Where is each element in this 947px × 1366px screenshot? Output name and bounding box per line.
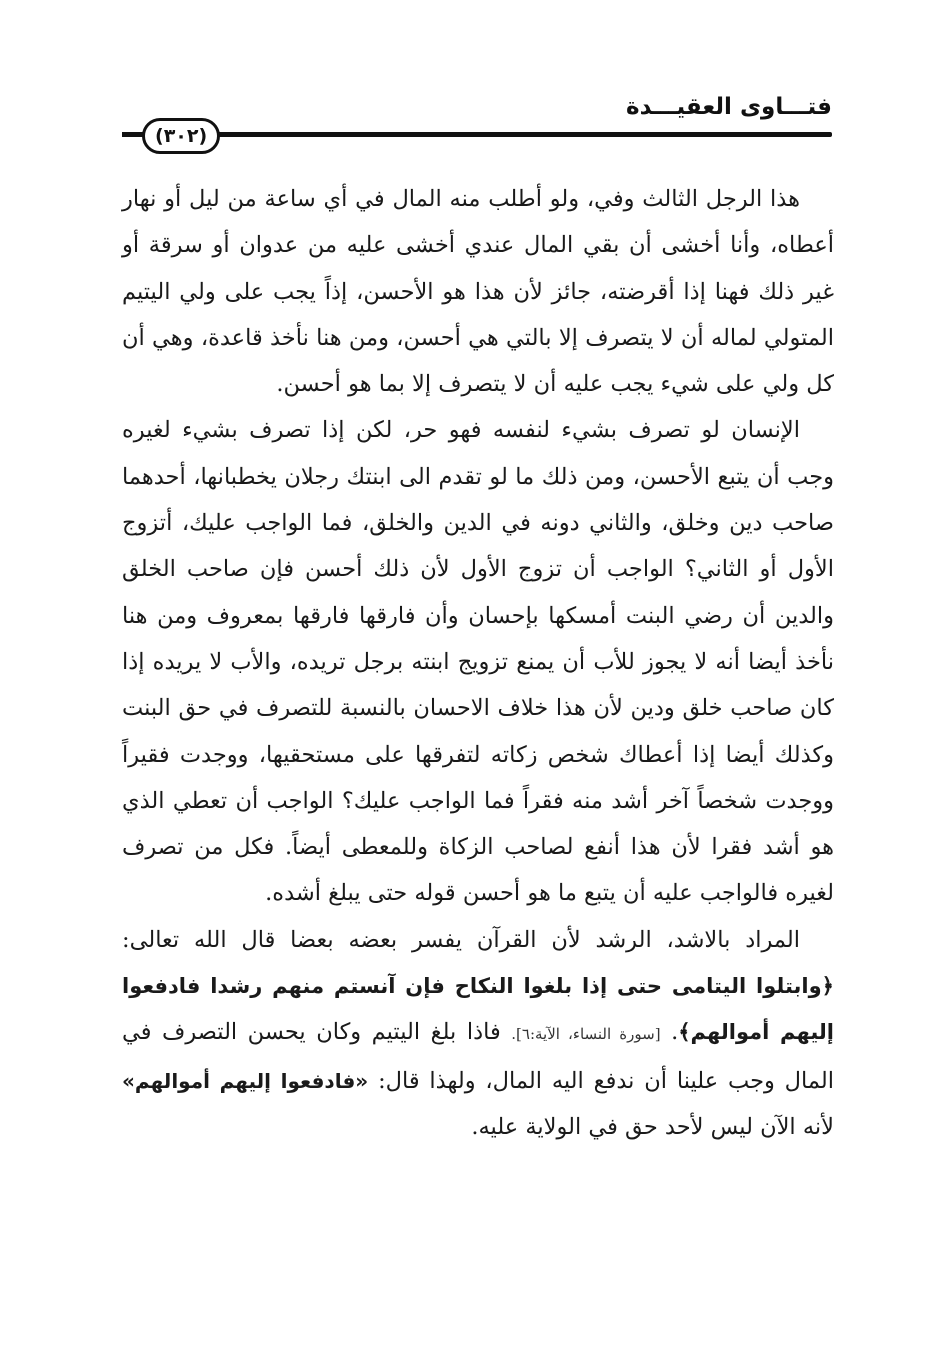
page-header [122, 92, 832, 152]
paragraph-3-end: لأنه الآن ليس لأحد حق في الولاية عليه. [471, 1113, 834, 1140]
header-rule-stub [122, 132, 138, 137]
paragraph-1: هذا الرجل الثالث وفي، ولو أطلب منه المال في أي ساعة من ليل أو نهار أعطاه، وأنا أخشى أن بقي المال عندي أخشى عليه من عدوان أو سرقة أو غير ذلك فهنا إذا أقرضته، جائز لأن هذا هو الأحسن، إذاً يجب على ولي اليتيم المتولي لماله أن لا يتصرف إلا بالتي هي أحسن، ومن هنا نأخذ قاعدة، وهي أن كل ولي على شيء يجب عليه أن لا يتصرف إلا بما هو أحسن. [122, 186, 834, 398]
book-title: فتـــاوى العقيـــدة [626, 94, 832, 120]
quoted-phrase: «فادفعوا إليهم أموالهم» [122, 1068, 369, 1093]
paragraph-3-middle: فاذا بلغ اليتيم وكان يحسن التصرف في المال وجب علينا أن ندفع اليه المال، ولهذا قال: [122, 1019, 835, 1094]
paragraph-2: الإنسان لو تصرف بشيء لنفسه فهو حر، لكن إذا تصرف بشيء لغيره وجب أن يتبع الأحسن، ومن ذلك ما لو تقدم الى ابنتك رجلان يخطبانها، أحدهما صاحب دين وخلق، والثاني دونه في الدين والخلق، فما الواجب عليك، أتزوج الأول أو الثاني؟ الواجب أن تزوج الأول لأن ذلك أحسن فإن صاحب الخلق والدين أن رضي البنت أمسكها بإحسان وأن فارقها فارقها بمعروف ومن هنا نأخذ أيضا أنه لا يجوز للأب أن يمنع تزويج ابنته برجل تريده، والأب لا يريده إذا كان صاحب خلق ودين لأن هذا خلاف الاحسان بالنسبة للتصرف في حق البنت وكذلك أيضا إذا أعطاك شخص زكاته لتفرقها على مستحقيها، ووجدت فقيراً ووجدت شخصاً آخر أشد منه فقراً فما الواجب عليك؟ الواجب أن تعطي الذي هو أشد فقرا لأن هذا أنفع لصاحب الزكاة وللمعطى أيضاً. فكل من تصرف لغيره فالواجب عليه أن يتبع ما هو أحسن قوله حتى يبلغ أشده. [122, 417, 834, 907]
verse-citation: [سورة النساء، الآية:٦]. [511, 1025, 661, 1044]
header-rule [122, 132, 832, 137]
paragraph-3-intro: المراد بالاشد، الرشد لأن القرآن يفسر بعضه بعضا قال الله تعالى: [122, 926, 800, 953]
page-body [122, 176, 834, 1150]
page-number: (٣٠٢) [142, 118, 220, 154]
quran-verse: ﴿وابتلوا اليتامى حتى إذا بلغوا النكاح فإن آنستم منهم رشدا فادفعوا إليهم أموالهم﴾ [122, 974, 834, 1045]
paragraph-3: المراد بالاشد، الرشد لأن القرآن يفسر بعضه بعضا قال الله تعالى: ﴿وابتلوا اليتامى حتى إذا بلغوا النكاح فإن آنستم منهم رشدا فادفعوا إليهم أموالهم﴾. [سورة النساء، الآية:٦]. فاذا بلغ اليتيم وكان يحسن التصرف في المال وجب علينا أن ندفع اليه المال، ولهذا قال: «فادفعوا إليهم أموالهم» لأنه الآن ليس لأحد حق في الولاية عليه. [122, 926, 835, 1140]
